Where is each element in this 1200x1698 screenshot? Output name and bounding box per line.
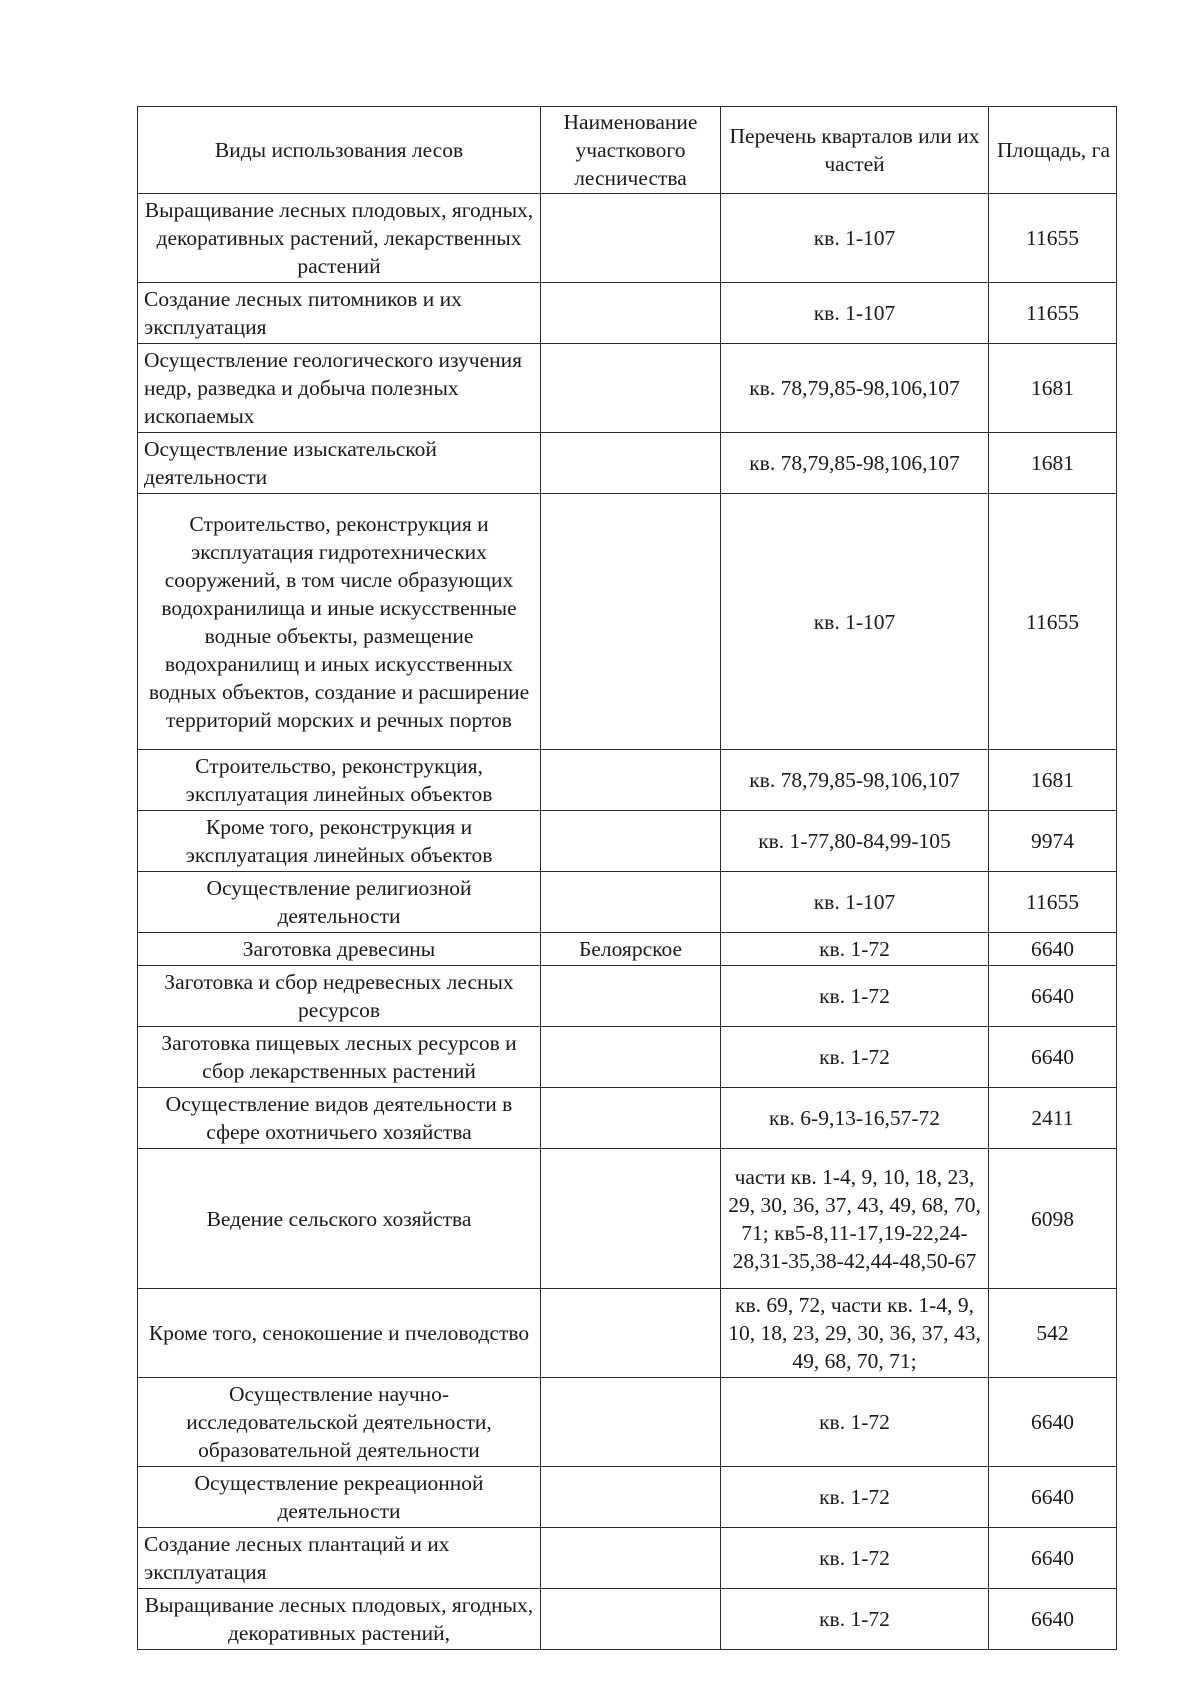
cell-forestry: Белоярское (541, 933, 721, 966)
cell-use-type: Осуществление видов деятельности в сфере охотничьего хозяйства (138, 1088, 541, 1149)
table-row (138, 933, 1117, 966)
forest-use-table (137, 106, 1117, 1650)
cell-quarters: кв. 78,79,85-98,106,107 (721, 750, 989, 811)
cell-quarters: кв. 6-9,13-16,57-72 (721, 1088, 989, 1149)
header-quarters: Перечень кварталов или их частей (721, 107, 989, 194)
cell-quarters: кв. 78,79,85-98,106,107 (721, 433, 989, 494)
cell-forestry (541, 811, 721, 872)
cell-forestry (541, 433, 721, 494)
cell-area: 542 (989, 1289, 1117, 1378)
cell-area: 6640 (989, 1027, 1117, 1088)
cell-forestry (541, 1589, 721, 1650)
cell-forestry (541, 494, 721, 750)
cell-quarters: кв. 1-107 (721, 872, 989, 933)
cell-forestry (541, 1378, 721, 1467)
cell-quarters: части кв. 1-4, 9, 10, 18, 23, 29, 30, 36, 37, 43, 49, 68, 70, 71; кв5-8,11-17,19-22,24-28,31-35,38-42,44-48,50-67 (721, 1149, 989, 1289)
table-header-row (138, 107, 1117, 194)
header-forestry: Наименование участкового лесничества (541, 107, 721, 194)
table-row (138, 966, 1117, 1027)
cell-area: 6640 (989, 966, 1117, 1027)
table-row (138, 1467, 1117, 1528)
cell-quarters: кв. 1-72 (721, 933, 989, 966)
cell-quarters: кв. 1-72 (721, 1378, 989, 1467)
cell-forestry (541, 966, 721, 1027)
cell-area: 6640 (989, 1467, 1117, 1528)
cell-quarters: кв. 1-72 (721, 1589, 989, 1650)
cell-forestry (541, 750, 721, 811)
cell-area: 11655 (989, 494, 1117, 750)
cell-forestry (541, 283, 721, 344)
table-row (138, 1027, 1117, 1088)
cell-quarters: кв. 1-72 (721, 966, 989, 1027)
cell-area: 11655 (989, 194, 1117, 283)
cell-area: 6098 (989, 1149, 1117, 1289)
cell-area: 9974 (989, 811, 1117, 872)
cell-area: 1681 (989, 433, 1117, 494)
cell-use-type: Создание лесных плантаций и их эксплуатация (138, 1528, 541, 1589)
cell-forestry (541, 1027, 721, 1088)
cell-use-type: Кроме того, реконструкция и эксплуатация линейных объектов (138, 811, 541, 872)
cell-use-type: Осуществление геологического изучения недр, разведка и добыча полезных ископаемых (138, 344, 541, 433)
cell-quarters: кв. 1-107 (721, 283, 989, 344)
cell-forestry (541, 194, 721, 283)
cell-area: 1681 (989, 344, 1117, 433)
cell-forestry (541, 1467, 721, 1528)
cell-area: 11655 (989, 872, 1117, 933)
cell-use-type: Выращивание лесных плодовых, ягодных, декоративных растений, лекарственных растений (138, 194, 541, 283)
cell-use-type: Заготовка древесины (138, 933, 541, 966)
table-row (138, 344, 1117, 433)
table-row (138, 1528, 1117, 1589)
header-use-type: Виды использования лесов (138, 107, 541, 194)
cell-use-type: Создание лесных питомников и их эксплуатация (138, 283, 541, 344)
table-row (138, 872, 1117, 933)
cell-use-type: Осуществление рекреационной деятельности (138, 1467, 541, 1528)
cell-use-type: Строительство, реконструкция, эксплуатация линейных объектов (138, 750, 541, 811)
cell-quarters: кв. 69, 72, части кв. 1-4, 9, 10, 18, 23, 29, 30, 36, 37, 43, 49, 68, 70, 71; (721, 1289, 989, 1378)
cell-forestry (541, 344, 721, 433)
table-row (138, 283, 1117, 344)
cell-area: 2411 (989, 1088, 1117, 1149)
table-row (138, 1378, 1117, 1467)
table-row (138, 194, 1117, 283)
table-row (138, 1149, 1117, 1289)
cell-forestry (541, 1528, 721, 1589)
cell-forestry (541, 872, 721, 933)
table-row (138, 1088, 1117, 1149)
cell-area: 11655 (989, 283, 1117, 344)
cell-quarters: кв. 1-72 (721, 1467, 989, 1528)
table-row (138, 750, 1117, 811)
cell-quarters: кв. 1-72 (721, 1027, 989, 1088)
header-area: Площадь, га (989, 107, 1117, 194)
table-row (138, 494, 1117, 750)
cell-use-type: Осуществление религиозной деятельности (138, 872, 541, 933)
cell-area: 6640 (989, 1378, 1117, 1467)
cell-use-type: Строительство, реконструкция и эксплуатация гидротехнических сооружений, в том числе образующих водохранилища и иные искусственные водные объекты, размещение водохранилищ и иных искусственных водных объектов, создание и расширение территорий морских и речных портов (138, 494, 541, 750)
table-row (138, 1289, 1117, 1378)
table-row (138, 433, 1117, 494)
table-row (138, 1589, 1117, 1650)
cell-forestry (541, 1289, 721, 1378)
cell-quarters: кв. 1-107 (721, 494, 989, 750)
cell-area: 6640 (989, 1589, 1117, 1650)
cell-quarters: кв. 1-72 (721, 1528, 989, 1589)
table-row (138, 811, 1117, 872)
cell-forestry (541, 1088, 721, 1149)
cell-area: 6640 (989, 933, 1117, 966)
cell-use-type: Ведение сельского хозяйства (138, 1149, 541, 1289)
cell-quarters: кв. 78,79,85-98,106,107 (721, 344, 989, 433)
cell-area: 1681 (989, 750, 1117, 811)
cell-use-type: Осуществление изыскательской деятельности (138, 433, 541, 494)
cell-quarters: кв. 1-107 (721, 194, 989, 283)
cell-use-type: Кроме того, сенокошение и пчеловодство (138, 1289, 541, 1378)
cell-use-type: Осуществление научно-исследовательской деятельности, образовательной деятельности (138, 1378, 541, 1467)
cell-use-type: Заготовка пищевых лесных ресурсов и сбор лекарственных растений (138, 1027, 541, 1088)
cell-use-type: Заготовка и сбор недревесных лесных ресурсов (138, 966, 541, 1027)
cell-use-type: Выращивание лесных плодовых, ягодных, декоративных растений, (138, 1589, 541, 1650)
cell-forestry (541, 1149, 721, 1289)
cell-area: 6640 (989, 1528, 1117, 1589)
cell-quarters: кв. 1-77,80-84,99-105 (721, 811, 989, 872)
